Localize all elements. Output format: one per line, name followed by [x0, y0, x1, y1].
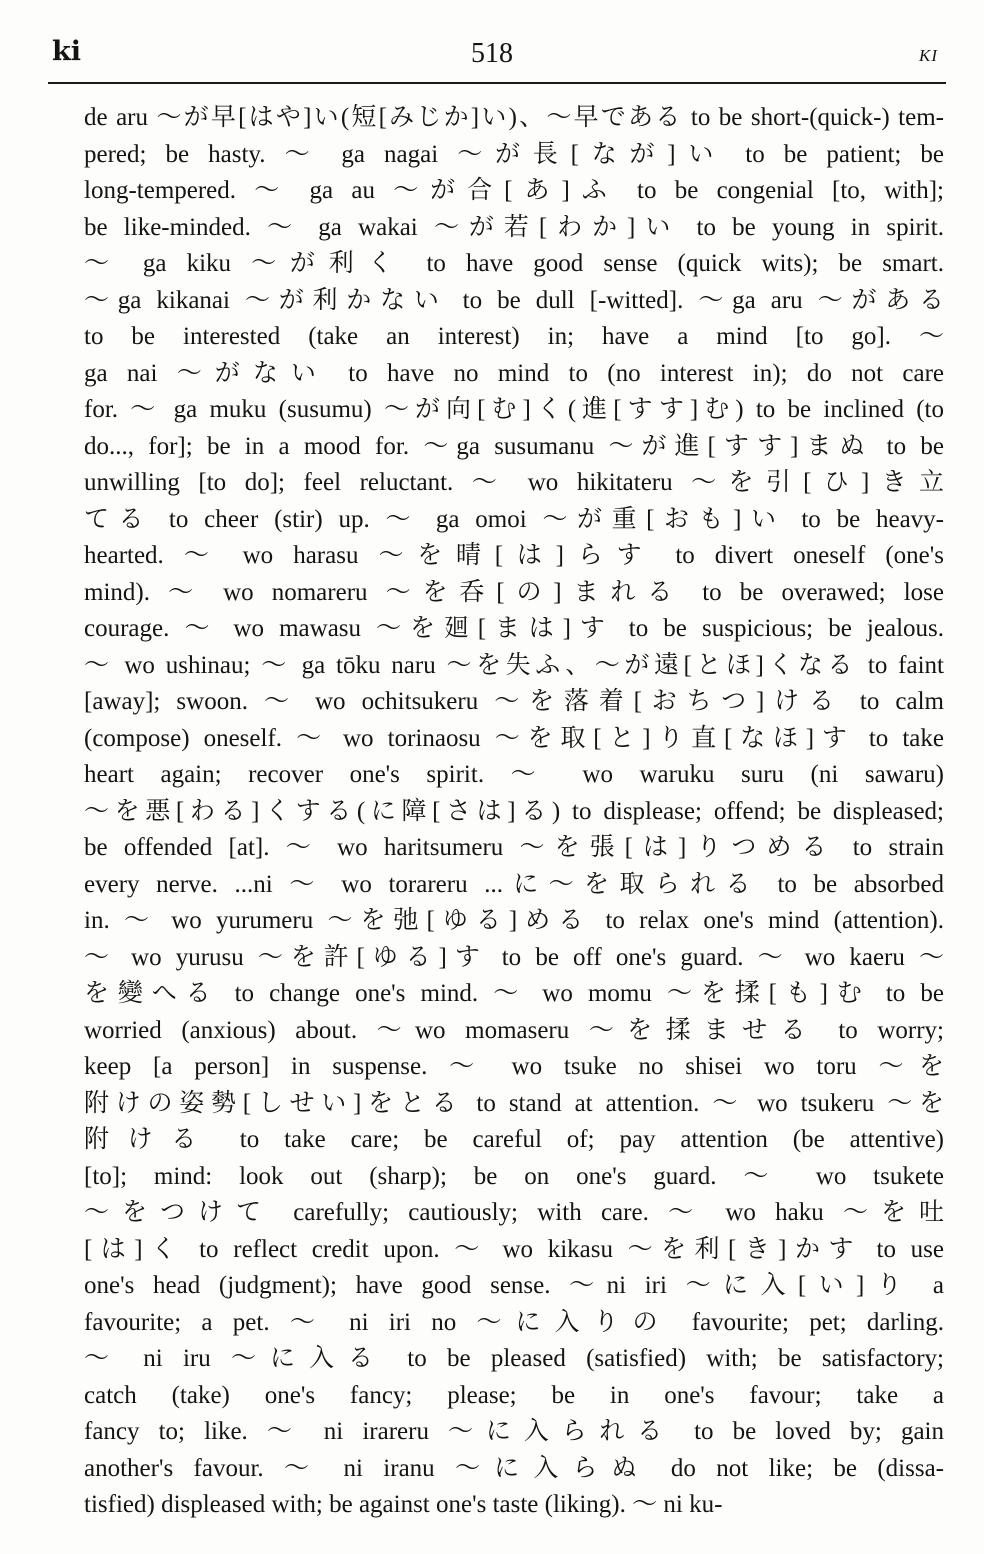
text-line: [は]く to reflect credit upon. ～ wo kikasu ～を利[き]かす to use	[84, 1235, 944, 1263]
text-line: ～を悪[わる]くする(に障[さは]る) to displease; offend; be displeased;	[84, 797, 944, 825]
text-line: ～ ga kiku ～が利く to have good sense (quick wits); be smart.	[84, 250, 944, 277]
text-line: heart again; recover one's spirit. ～ wo waruku suru (ni sawaru)	[84, 761, 944, 788]
text-line: long-tempered. ～ ga au ～が合[あ]ふ to be congenial [to, with];	[84, 177, 944, 204]
text-line: do..., for]; be in a mood for. ～ga susumanu ～が進[すす]まぬ to be	[84, 432, 944, 460]
text-line: in. ～ wo yurumeru ～を弛[ゆる]める to relax one's mind (attention).	[84, 907, 944, 934]
running-head	[0, 36, 984, 76]
text-line: ～をつけて carefully; cautiously; with care. ～ wo haku ～を吐	[84, 1199, 944, 1226]
text-line: 附ける to take care; be careful of; pay attention (be attentive)	[84, 1126, 944, 1153]
entry-body	[84, 100, 944, 1524]
text-line: pered; be hasty. ～ ga nagai ～が長[なが]い to be patient; be	[84, 140, 944, 168]
text-line: (compose) oneself. ～ wo torinaosu ～を取[と]り直[なほ]す to take	[84, 724, 944, 752]
text-line: favourite; a pet. ～ ni iri no ～に入りの favourite; pet; darling.	[84, 1308, 944, 1336]
text-line: fancy to; like. ～ ni irareru ～に入られる to be loved by; gain	[84, 1418, 944, 1445]
text-line: mind). ～ wo nomareru ～を呑[の]まれる to be overawed; lose	[84, 578, 944, 606]
text-line: be like-minded. ～ ga wakai ～が若[わか]い to be young in spirit.	[84, 213, 944, 241]
text-line: every nerve. ...ni ～ wo torareru ...に～を取られる to be absorbed	[84, 870, 944, 898]
text-line: tisfied) displeased with; be against one's taste (liking). ～ ni ku-	[84, 1491, 723, 1518]
text-line: catch (take) one's fancy; please; be in one's favour; take a	[84, 1381, 944, 1409]
text-line: [away]; swoon. ～ wo ochitsukeru ～を落着[おちつ]ける to calm	[84, 688, 944, 715]
header-left-keyword: ki	[52, 36, 81, 67]
text-line: keep [a person] in suspense. ～ wo tsuke no shisei wo toru ～を	[84, 1053, 944, 1080]
text-line: 附けの姿勢[しせい]をとる to stand at attention. ～ wo tsukeru ～を	[84, 1089, 944, 1117]
header-right-keyword: KI	[919, 46, 938, 65]
text-line: ～ ni iru ～に入る to be pleased (satisfied) with; be satisfactory;	[84, 1345, 944, 1372]
text-line: for. ～ ga muku (susumu) ～が向[む]く(進[すす]む) to be inclined (to	[84, 396, 944, 423]
text-line: ～ wo ushinau; ～ ga tōku naru ～を失ふ、～が遠[とほ]くなる to faint	[84, 651, 944, 679]
text-line: [to]; mind: look out (sharp); be on one's guard. ～ wo tsukete	[84, 1162, 944, 1190]
text-line: ～ wo yurusu ～を許[ゆる]す to be off one's guard. ～ wo kaeru ～	[84, 943, 944, 971]
text-line: unwilling [to do]; feel reluctant. ～ wo hikitateru ～を引[ひ]き立	[84, 469, 944, 496]
text-line: courage. ～ wo mawasu ～を廻[まは]す to be suspicious; be jealous.	[84, 615, 944, 642]
page-number: 518	[471, 38, 513, 69]
text-line: be offended [at]. ～ wo haritsumeru ～を張[は]りつめる to strain	[84, 834, 944, 861]
text-line: de aru ～が早[はや]い(短[みじか]い)、～早である to be short-(quick-) tem-	[84, 104, 944, 131]
text-line: one's head (judgment); have good sense. ～ni iri ～に入[い]り a	[84, 1272, 944, 1299]
text-line: ga nai ～がない to have no mind to (no interest in); do not care	[84, 359, 944, 387]
text-line: hearted. ～ wo harasu ～を晴[は]らす to divert oneself (one's	[84, 542, 944, 569]
header-rule	[48, 82, 946, 84]
text-line: を變へる to change one's mind. ～ wo momu ～を揉[も]む to be	[84, 980, 944, 1007]
text-line: てる to cheer (stir) up. ～ ga omoi ～が重[おも]い to be heavy-	[84, 505, 944, 533]
text-line: worried (anxious) about. ～wo momaseru ～を揉ませる to worry;	[84, 1016, 944, 1044]
text-line: another's favour. ～ ni iranu ～に入らぬ do not like; be (dissa-	[84, 1454, 944, 1482]
text-line: to be interested (take an interest) in; have a mind [to go]. ～	[84, 323, 944, 350]
text-line: ～ga kikanai ～が利かない to be dull [-witted]. ～ga aru ～がある	[84, 286, 944, 314]
